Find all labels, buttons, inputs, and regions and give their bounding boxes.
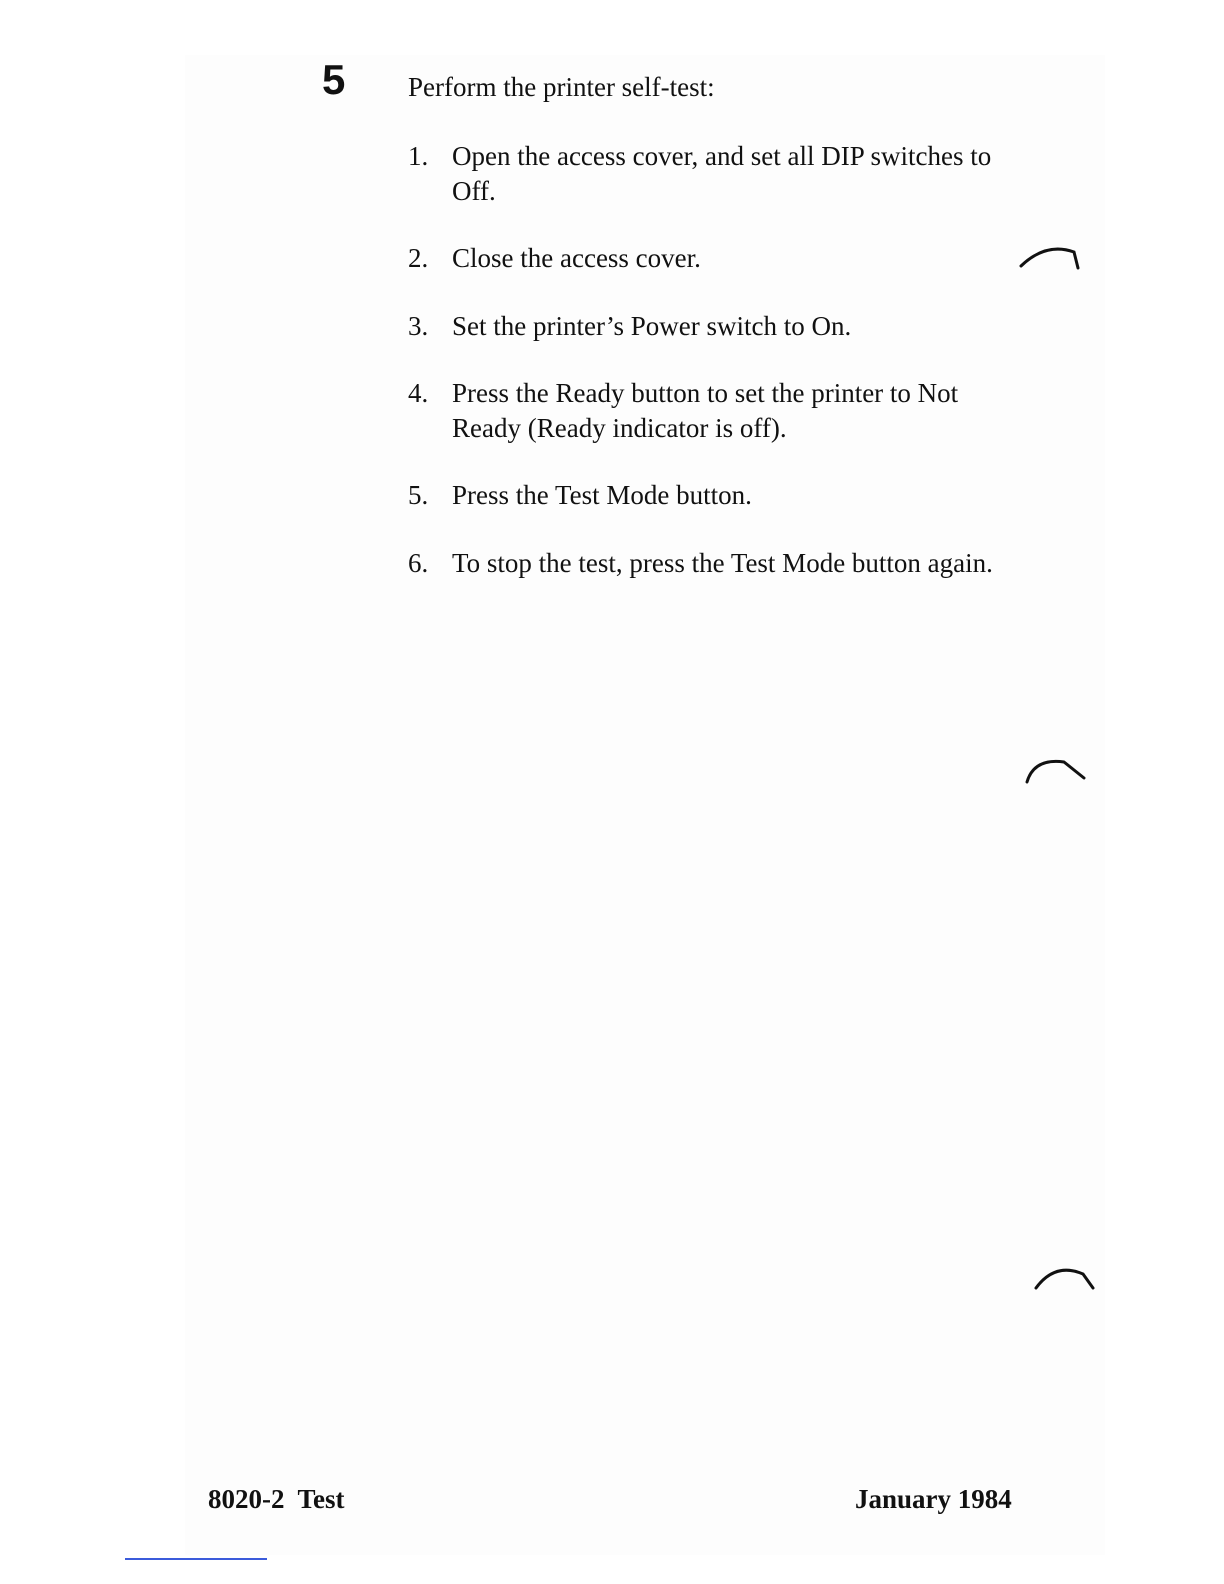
instruction-text: To stop the test, press the Test Mode button again. xyxy=(452,547,993,578)
step-heading: Perform the printer self-test: xyxy=(408,72,715,102)
instruction-number: 2. xyxy=(408,243,429,273)
instruction-item xyxy=(408,546,1028,581)
step-number: 5 xyxy=(322,56,346,103)
instruction-text: Set the printer’s Power switch to On. xyxy=(452,310,852,341)
instruction-item xyxy=(408,241,1028,276)
instruction-text: Press the Test Mode button. xyxy=(452,480,752,510)
instruction-number: 3. xyxy=(408,310,429,341)
footer-document-id: 8020-2 Test xyxy=(208,1484,345,1514)
instruction-number: 6. xyxy=(408,547,429,578)
footer-date: January 1984 xyxy=(855,1484,1012,1514)
instruction-number: 5. xyxy=(408,480,429,510)
instruction-text: Close the access cover. xyxy=(452,243,701,273)
instruction-item xyxy=(408,139,1028,208)
instruction-number: 4. xyxy=(408,378,429,408)
instruction-list xyxy=(408,139,1028,613)
binder-hole-mark-top xyxy=(1018,244,1082,274)
instruction-text: Press the Ready button to set the printer to Not Ready (Ready indicator is off). xyxy=(452,378,959,443)
instruction-number: 1. xyxy=(408,141,429,171)
binder-hole-mark-bottom xyxy=(1033,1264,1097,1294)
instruction-text: Open the access cover, and set all DIP switches to Off. xyxy=(452,141,992,206)
instruction-item xyxy=(408,376,1028,445)
instruction-item xyxy=(408,309,1028,344)
bottom-rule xyxy=(125,1558,267,1560)
instruction-item xyxy=(408,478,1028,513)
binder-hole-mark-middle xyxy=(1024,756,1088,786)
